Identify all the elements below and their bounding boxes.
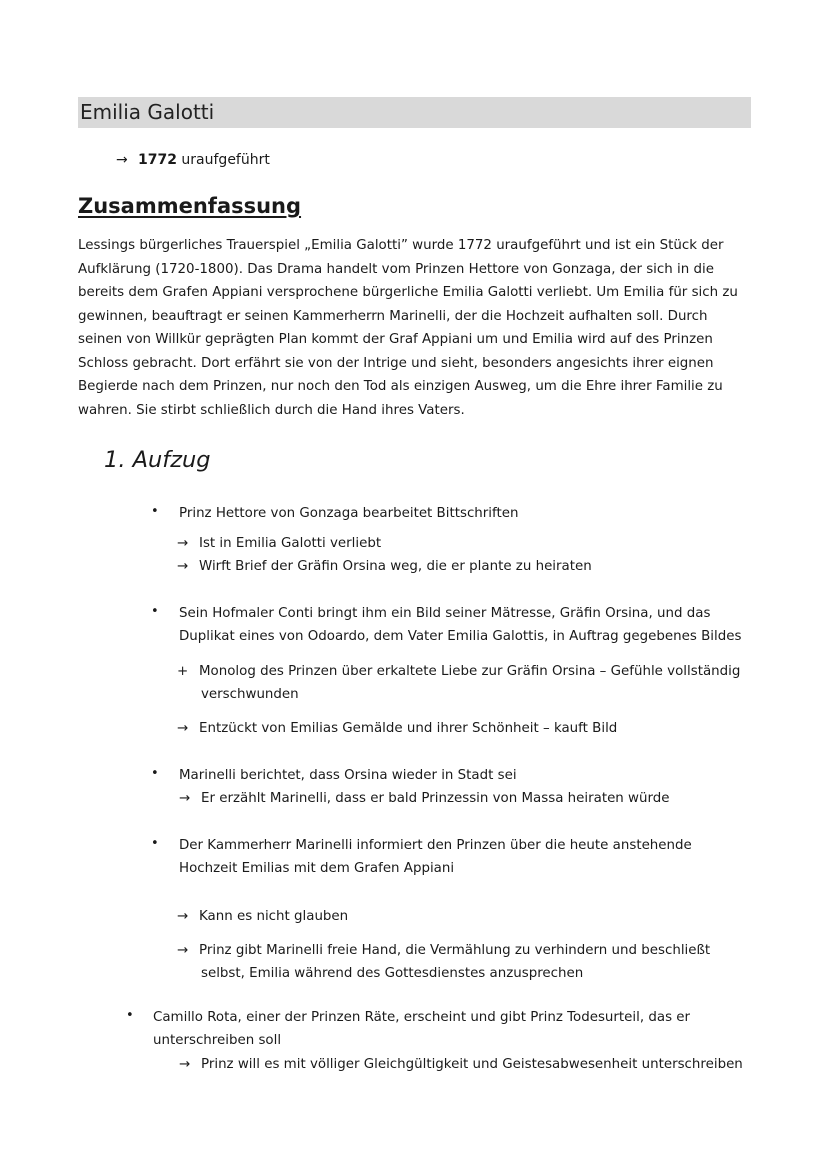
arrow-icon: → xyxy=(116,152,128,168)
sub-list-item: → Er erzählt Marinelli, dass er bald Prinzessin von Massa heiraten würde xyxy=(179,787,670,810)
list-item: Der Kammerherr Marinelli informiert den Prinzen über die heute anstehende xyxy=(179,838,692,853)
bullet-icon: • xyxy=(151,504,159,519)
plus-icon: + xyxy=(177,664,189,679)
sub-list-item: → Entzückt von Emilias Gemälde und ihrer Schönheit – kauft Bild xyxy=(177,717,617,740)
arrow-icon: → xyxy=(179,791,191,806)
list-item: Camillo Rota, einer der Prinzen Räte, erscheint und gibt Prinz Todesurteil, das er xyxy=(153,1010,691,1025)
summary-line: seinen von Willkür geprägten Plan kommt der Graf Appiani um und Emilia wird auf des Prinzen xyxy=(78,332,713,347)
title-bar xyxy=(78,97,751,128)
summary-line: Aufklärung (1720-1800). Das Drama handelt vom Prinzen Hettore von Gonzaga, der sich in die xyxy=(78,261,714,277)
act-heading: 1. Aufzug xyxy=(104,447,211,473)
bullet-icon: • xyxy=(151,836,159,851)
sub-list-item: → Prinz gibt Marinelli freie Hand, die Vermählung zu verhindern und beschließt xyxy=(177,939,710,962)
summary-line: Schloss gebracht. Dort erfährt sie von der Intrige und sieht, besonders angesichts ihrer eignen xyxy=(78,355,714,371)
premiere-line xyxy=(116,152,270,168)
sub-list-item: → Ist in Emilia Galotti verliebt xyxy=(177,532,381,555)
sub-list-item-continued: verschwunden xyxy=(201,687,299,702)
list-item-continued: unterschreiben soll xyxy=(153,1033,282,1048)
arrow-icon: → xyxy=(179,1057,191,1072)
sub-list-item: → Prinz will es mit völliger Gleichgültigkeit und Geistesabwesenheit unterschreiben xyxy=(179,1053,743,1076)
sub-list-item: + Monolog des Prinzen über erkaltete Liebe zur Gräfin Orsina – Gefühle vollständig xyxy=(177,660,740,683)
summary-line: gewinnen, beauftragt er seinen Kammerherrn Marinelli, der die Hochzeit aufhalten soll. Durch xyxy=(78,308,708,324)
summary-line: Begierde nach dem Prinzen, nur noch den Tod als einzigen Ausweg, um die Ehre ihrer Familie zu xyxy=(78,379,723,394)
list-item: Prinz Hettore von Gonzaga bearbeitet Bittschriften xyxy=(179,506,519,521)
list-item-continued: Hochzeit Emilias mit dem Grafen Appiani xyxy=(179,861,455,876)
arrow-icon: → xyxy=(177,536,189,551)
summary-line: wahren. Sie stirbt schließlich durch die Hand ihres Vaters. xyxy=(78,402,465,418)
summary-line: bereits dem Grafen Appiani versprochene bürgerliche Emilia Galotti verliebt. Um Emilia für sich zu xyxy=(78,285,738,300)
premiere-text: uraufgeführt xyxy=(176,152,270,168)
summary-heading: Zusammenfassung xyxy=(78,194,302,218)
summary-paragraph xyxy=(78,234,748,422)
arrow-icon: → xyxy=(177,559,189,574)
arrow-icon: → xyxy=(177,909,189,924)
sub-list-item: → Kann es nicht glauben xyxy=(177,905,348,928)
summary-line: Lessings bürgerliches Trauerspiel „Emilia Galotti” wurde 1772 uraufgeführt und ist ein Stück der xyxy=(78,238,724,253)
sub-list-item: → Wirft Brief der Gräfin Orsina weg, die er plante zu heiraten xyxy=(177,555,592,578)
bullet-icon: • xyxy=(126,1008,134,1023)
arrow-icon: → xyxy=(177,943,189,958)
bullet-icon: • xyxy=(151,604,159,619)
list-item-continued: Duplikat eines von Odoardo, dem Vater Emilia Galottis, in Auftrag gegebenes Bildes xyxy=(179,629,742,644)
premiere-year: 1772 xyxy=(138,152,177,168)
list-item: Sein Hofmaler Conti bringt ihm ein Bild seiner Mätresse, Gräfin Orsina, und das xyxy=(179,606,711,621)
arrow-icon: → xyxy=(177,721,189,736)
list-item: Marinelli berichtet, dass Orsina wieder in Stadt sei xyxy=(179,768,517,783)
document-title: Emilia Galotti xyxy=(80,100,215,124)
sub-list-item-continued: selbst, Emilia während des Gottesdienstes anzusprechen xyxy=(201,966,584,981)
bullet-icon: • xyxy=(151,766,159,781)
